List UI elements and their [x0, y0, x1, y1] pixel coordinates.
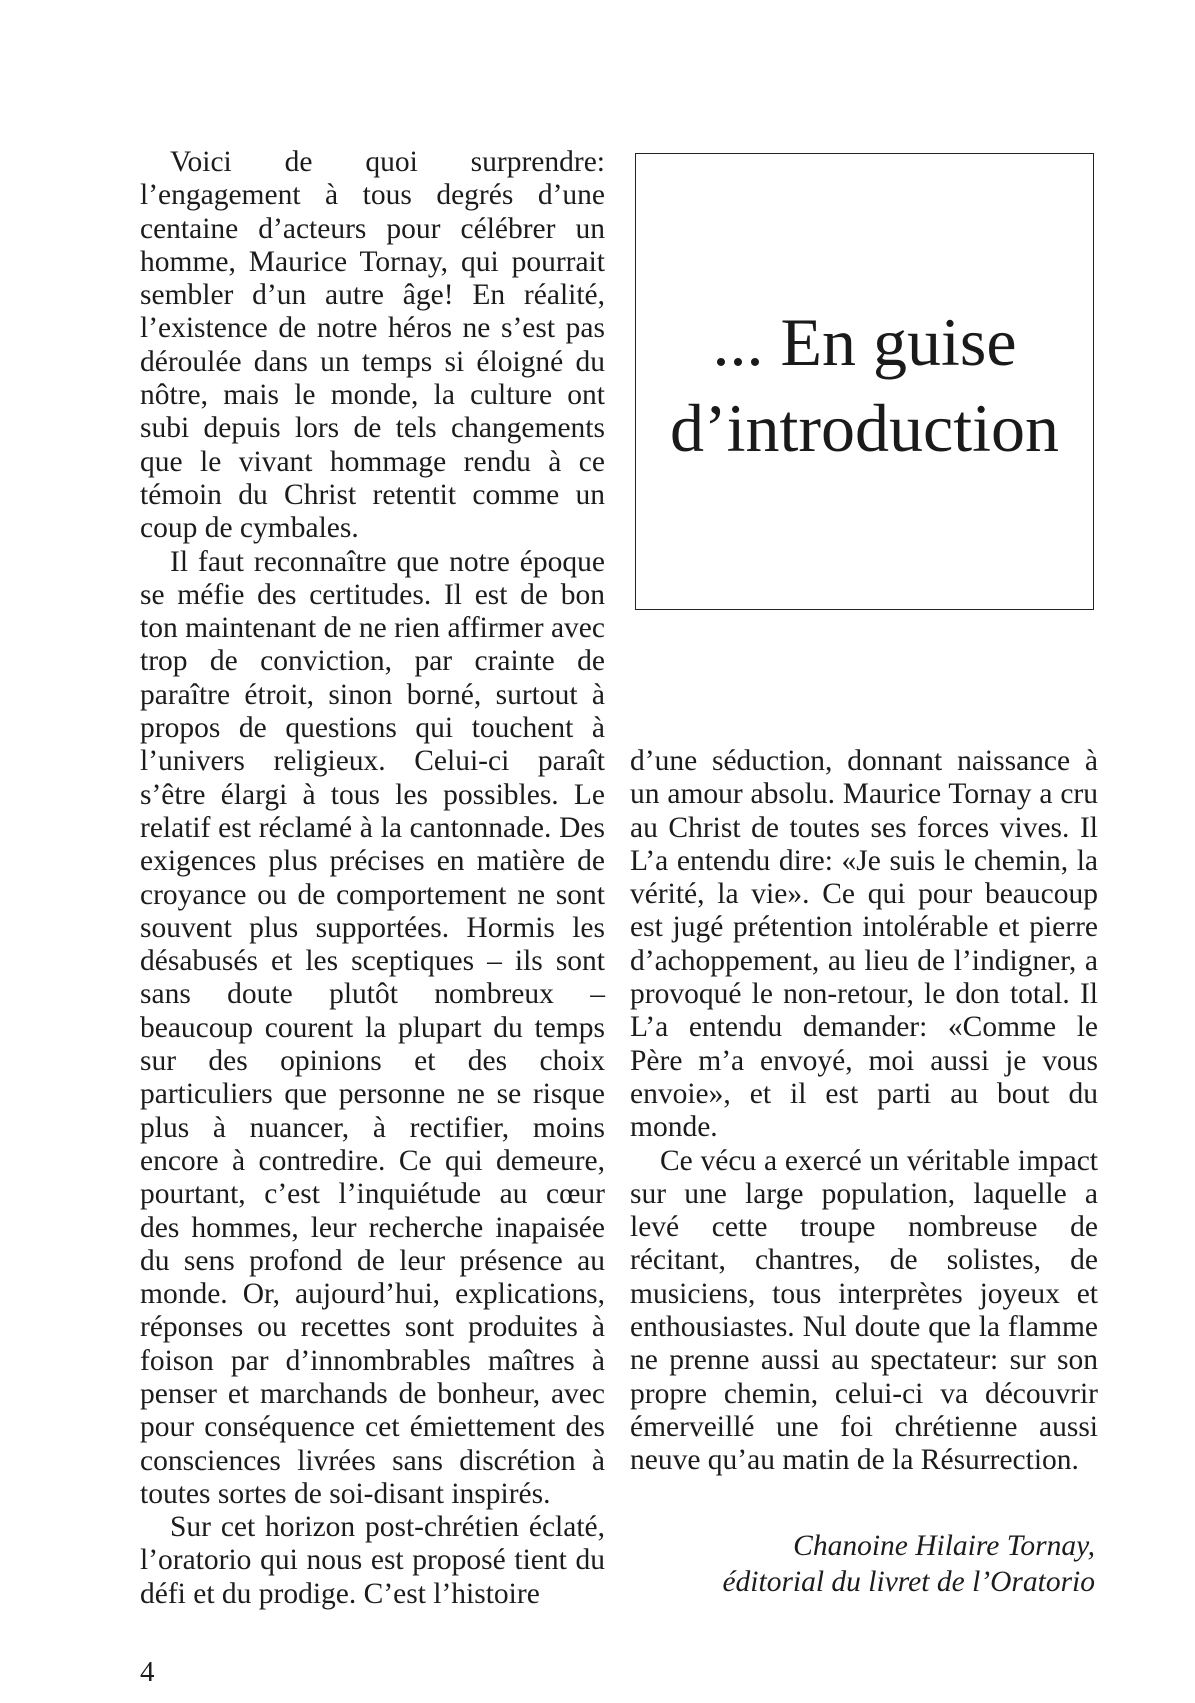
signature-author: Chanoine Hilaire Tornay, — [793, 1530, 1095, 1562]
paragraph-certitudes: Il faut reconnaître que notre époque se méfie des certitudes. Il est de bon ton maintenant de ne rien affirmer avec trop de conviction, par crainte de paraître étroit, sinon borné, surtout à propos de questions qui touchent à l’univers religieux. Celui-ci paraît s’être élargi à tous les possibles. Le relatif est réclamé à la cantonnade. Des exigences plus précises en matière de croyance ou de comportement ne sont souvent plus supportées. Hormis les désabusés et les sceptiques – ils sont sans doute plutôt nombreux – beaucoup courent la plupart du temps sur des opinions et des choix particuliers que personne ne se risque plus à nuancer, à rectifier, moins encore à contredire. Ce qui demeure, pourtant, c’est l’inquiétude au cœur des hommes, leur recherche inapaisée du sens profond de leur présence au monde. Or, aujourd’hui, explications, réponses ou recettes sont produites à foison par d’innombrables maîtres à penser et marchands de bonheur, avec pour conséquence cet émiettement des consciences livrées sans discrétion à toutes sortes de soi-disant inspirés. — [140, 545, 605, 1510]
paragraph-horizon: Sur cet horizon post-chrétien éclaté, l’oratorio qui nous est proposé tient du défi et du prodige. C’est l’histoire — [140, 1511, 605, 1610]
signature — [722, 1528, 1095, 1600]
chapter-title — [636, 299, 1093, 471]
right-text-column — [630, 745, 1098, 1478]
title-box — [635, 153, 1094, 610]
paragraph-intro: Voici de quoi surprendre: l’engagement à tous degrés d’une centaine d’acteurs pour célébrer un homme, Maurice Tornay, qui pourrait sembler d’un autre âge! En réalité, l’existence de notre héros ne s’est pas déroulée dans un temps si éloigné du nôtre, mais le monde, la culture ont subi depuis lors de tels changements que le vivant hommage rendu à ce témoin du Christ retentit comme un coup de cymbales. — [140, 146, 605, 545]
page-number: 4 — [140, 1656, 155, 1688]
signature-source: éditorial du livret de l’Oratorio — [722, 1566, 1095, 1598]
paragraph-seduction: d’une séduction, donnant naissance à un amour absolu. Maurice Tornay a cru au Christ de toutes ses forces vives. Il L’a entendu dire: «Je suis le chemin, la vérité, la vie». Ce qui pour beaucoup est jugé prétention intolérable et pierre d’achoppement, au lieu de l’indigner, a provoqué le non-retour, le don total. Il L’a entendu demander: «Comme le Père m’a envoyé, moi aussi je vous envoie», et il est parti au bout du monde. — [630, 745, 1098, 1144]
chapter-title-line1: ... En guise — [712, 304, 1017, 380]
chapter-title-line2: d’introduction — [669, 390, 1060, 466]
left-text-column — [140, 146, 605, 1611]
paragraph-impact: Ce vécu a exercé un véritable impact sur une large population, laquelle a levé cette troupe nombreuse de récitant, chantres, de solistes, de musiciens, tous interprètes joyeux et enthousiastes. Nul doute que la flamme ne prenne aussi au spectateur: sur son propre chemin, celui-ci va découvrir émerveillé une foi chrétienne aussi neuve qu’au matin de la Résurrection. — [630, 1144, 1098, 1477]
